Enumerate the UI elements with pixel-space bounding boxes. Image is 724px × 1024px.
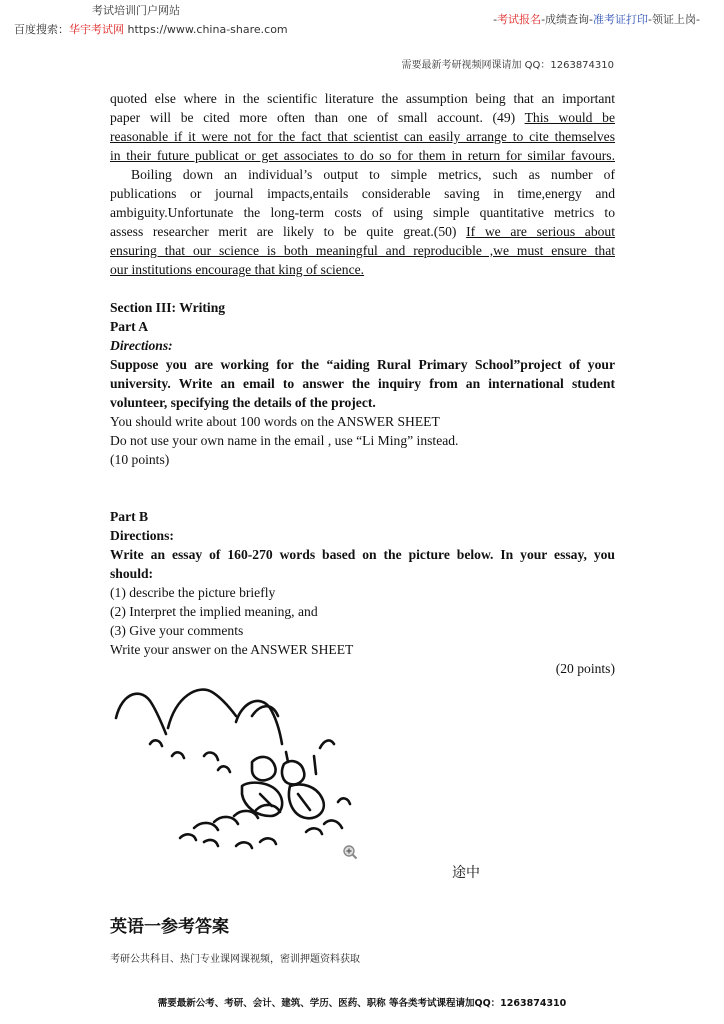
zoom-in-icon[interactable] xyxy=(342,844,358,860)
nav-score-link[interactable]: 成绩查询 xyxy=(545,13,590,26)
zoom-in-icon-glyph xyxy=(342,844,358,860)
part-b-item: (3) Give your comments xyxy=(110,623,244,638)
passage-line: Boiling down an individual’s output to simple metrics, such as number of xyxy=(131,167,615,182)
answers-title: 英语一参考答案 xyxy=(110,917,229,937)
nav-separator: - xyxy=(493,13,498,26)
reading-passage xyxy=(110,89,615,279)
search-url: https://www.china-share.com xyxy=(127,23,288,36)
passage-text: paper will be cited more often than one of small account. (49) xyxy=(110,110,525,125)
nav-separator: - xyxy=(696,13,700,26)
question-49-underline: in their future publicat or get associates to do so for them in return for similar favours. xyxy=(110,148,615,163)
nav-separator: - xyxy=(648,13,653,26)
part-b-prompt: Write an essay of 160-270 words based on the picture below. In your essay, you xyxy=(110,547,615,562)
search-label: 百度搜索： xyxy=(14,23,69,36)
question-50-underline: ensuring that our science is both meaningful and reproducible ,we must ensure that xyxy=(110,243,615,258)
nav-cert-link[interactable]: 领证上岗 xyxy=(652,13,697,26)
search-brand-link[interactable]: 华宇考试网 xyxy=(69,23,124,36)
question-49-underline: This would be xyxy=(524,110,615,125)
nav-register-link[interactable]: 考试报名 xyxy=(497,13,542,26)
part-a-instruction: Do not use your own name in the email , use “Li Ming” instead. xyxy=(110,433,459,448)
part-a-instruction: You should write about 100 words on the ANSWER SHEET xyxy=(110,414,440,429)
answers-note: 考研公共科目、热门专业课网课视频，密训押题资料获取 xyxy=(110,954,360,965)
baidu-search-line xyxy=(14,21,288,37)
question-50-underline: If we are serious about xyxy=(466,224,616,239)
nav-admit-link[interactable]: 准考证打印 xyxy=(593,13,649,26)
cartoon-picture[interactable] xyxy=(110,682,362,862)
passage-text: assess researcher merit are likely to be quite great.(50) xyxy=(110,224,467,239)
top-nav xyxy=(493,11,700,27)
part-a-prompt: volunteer, specifying the details of the project. xyxy=(110,395,376,410)
part-b-instruction: Write your answer on the ANSWER SHEET xyxy=(110,642,354,657)
part-b-directions: Directions: xyxy=(110,528,174,543)
nav-separator: - xyxy=(541,13,546,26)
passage-line: ambiguity.Unfortunate the long-term costs of using simple quantitative metrics to xyxy=(110,205,615,220)
part-b-item: (2) Interpret the implied meaning, and xyxy=(110,604,318,619)
qq-notice: 需要最新考研视频网课请加 QQ：1263874310 xyxy=(401,60,614,71)
section-title: Section III: Writing xyxy=(110,300,226,315)
part-a-title: Part A xyxy=(110,319,149,334)
part-a-prompt: university. Write an email to answer the inquiry from an international student xyxy=(110,376,615,391)
part-b-prompt: should: xyxy=(110,566,154,581)
site-title: 考试培训门户网站 xyxy=(92,4,180,17)
cartoon-drawing xyxy=(110,682,362,862)
part-b xyxy=(110,507,615,678)
passage-line xyxy=(110,222,615,241)
part-a-directions: Directions: xyxy=(110,338,173,353)
writing-section xyxy=(110,298,615,469)
footer-notice: 需要最新公考、考研、会计、建筑、学历、医药、职称 等各类考试课程请加QQ：1263874310 xyxy=(157,998,567,1009)
question-49-underline: reasonable if it were not for the fact that scientist can easily arrange to cite themselves xyxy=(110,129,615,144)
question-50-underline: our institutions encourage that king of science. xyxy=(110,262,365,277)
passage-line xyxy=(110,108,615,127)
part-a-prompt: Suppose you are working for the “aiding Rural Primary School”project of your xyxy=(110,357,615,372)
nav-separator: - xyxy=(589,13,594,26)
passage-line: publications or journal impacts,entails considerable saving in time,energy and xyxy=(110,186,615,201)
part-a-points: (10 points) xyxy=(110,452,170,467)
part-b-title: Part B xyxy=(110,509,149,524)
part-b-points: (20 points) xyxy=(555,661,615,676)
passage-line: quoted else where in the scientific literature the assumption being that an important xyxy=(110,91,615,106)
picture-caption: 途中 xyxy=(452,865,480,881)
part-b-item: (1) describe the picture briefly xyxy=(110,585,276,600)
